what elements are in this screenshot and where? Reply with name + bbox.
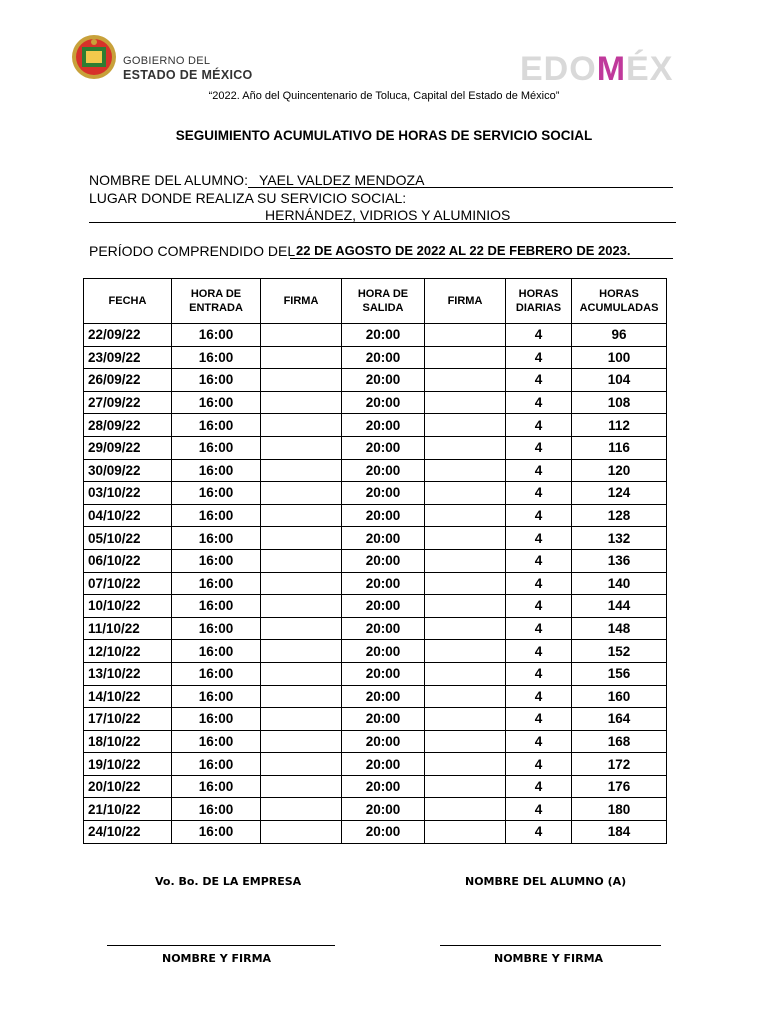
table-cell: 20:00 xyxy=(342,617,425,640)
student-signature-line xyxy=(440,945,661,946)
signature-cell xyxy=(425,595,506,618)
table-cell: 07/10/22 xyxy=(84,572,172,595)
table-row xyxy=(84,595,667,618)
table-cell: 16:00 xyxy=(172,595,261,618)
table-cell: 23/09/22 xyxy=(84,346,172,369)
table-cell: 10/10/22 xyxy=(84,595,172,618)
table-cell: 05/10/22 xyxy=(84,527,172,550)
table-cell: 20/10/22 xyxy=(84,775,172,798)
table-row xyxy=(84,414,667,437)
student-signature-title: NOMBRE DEL ALUMNO (A) xyxy=(465,875,627,888)
government-name xyxy=(123,54,253,82)
table-cell: 20:00 xyxy=(342,527,425,550)
table-cell: 16:00 xyxy=(172,436,261,459)
signature-cell xyxy=(425,730,506,753)
motto: “2022. Año del Quincentenario de Toluca, Capital del Estado de México” xyxy=(208,90,560,102)
signature-cell xyxy=(425,708,506,731)
table-cell: 24/10/22 xyxy=(84,821,172,844)
table-cell: 4 xyxy=(506,595,572,618)
table-row xyxy=(84,346,667,369)
table-cell: 16:00 xyxy=(172,753,261,776)
table-cell: 20:00 xyxy=(342,459,425,482)
table-body xyxy=(84,324,667,844)
table-cell: 12/10/22 xyxy=(84,640,172,663)
signature-cell xyxy=(261,346,342,369)
brand-part1: EDO xyxy=(520,50,597,88)
service-place-line xyxy=(89,222,676,223)
state-seal-logo xyxy=(70,33,118,86)
table-cell: 16:00 xyxy=(172,414,261,437)
table-cell: 20:00 xyxy=(342,708,425,731)
table-cell: 13/10/22 xyxy=(84,662,172,685)
table-cell: 20:00 xyxy=(342,730,425,753)
table-row xyxy=(84,459,667,482)
signature-cell xyxy=(425,414,506,437)
table-cell: 20:00 xyxy=(342,662,425,685)
column-header: FIRMA xyxy=(261,279,342,324)
signature-cell xyxy=(425,549,506,572)
signature-cell xyxy=(425,685,506,708)
column-header: HORA DE ENTRADA xyxy=(172,279,261,324)
signature-cell xyxy=(261,549,342,572)
table-cell: 20:00 xyxy=(342,549,425,572)
table-cell: 20:00 xyxy=(342,595,425,618)
signature-cell xyxy=(425,753,506,776)
table-cell: 4 xyxy=(506,798,572,821)
signature-cell xyxy=(261,685,342,708)
signature-cell xyxy=(425,775,506,798)
table-row xyxy=(84,640,667,663)
table-cell: 96 xyxy=(572,324,667,347)
document-title: SEGUIMIENTO ACUMULATIVO DE HORAS DE SERVICIO SOCIAL xyxy=(175,128,593,143)
table-cell: 4 xyxy=(506,730,572,753)
table-cell: 104 xyxy=(572,369,667,392)
table-row xyxy=(84,821,667,844)
service-place-label: LUGAR DONDE REALIZA SU SERVICIO SOCIAL: xyxy=(89,190,407,206)
signature-cell xyxy=(425,324,506,347)
table-cell: 152 xyxy=(572,640,667,663)
table-header-row xyxy=(84,279,667,324)
signature-cell xyxy=(425,821,506,844)
table-cell: 11/10/22 xyxy=(84,617,172,640)
table-cell: 4 xyxy=(506,436,572,459)
table-cell: 4 xyxy=(506,775,572,798)
table-row xyxy=(84,798,667,821)
table-cell: 136 xyxy=(572,549,667,572)
table-cell: 20:00 xyxy=(342,414,425,437)
signature-cell xyxy=(261,482,342,505)
company-signature-line xyxy=(107,945,335,946)
signature-cell xyxy=(261,662,342,685)
table-cell: 108 xyxy=(572,391,667,414)
table-cell: 16:00 xyxy=(172,482,261,505)
table-cell: 20:00 xyxy=(342,369,425,392)
table-cell: 100 xyxy=(572,346,667,369)
column-header: FIRMA xyxy=(425,279,506,324)
table-row xyxy=(84,572,667,595)
table-cell: 22/09/22 xyxy=(84,324,172,347)
table-cell: 20:00 xyxy=(342,436,425,459)
table-row xyxy=(84,730,667,753)
table-cell: 20:00 xyxy=(342,504,425,527)
signature-cell xyxy=(261,572,342,595)
signature-cell xyxy=(261,753,342,776)
service-place-value: HERNÁNDEZ, VIDRIOS Y ALUMINIOS xyxy=(265,207,511,223)
table-row xyxy=(84,708,667,731)
column-header: HORA DE SALIDA xyxy=(342,279,425,324)
column-header: HORAS DIARIAS xyxy=(506,279,572,324)
table-cell: 29/09/22 xyxy=(84,436,172,459)
signature-cell xyxy=(261,798,342,821)
table-row xyxy=(84,662,667,685)
table-cell: 20:00 xyxy=(342,640,425,663)
table-cell: 4 xyxy=(506,572,572,595)
signature-cell xyxy=(425,527,506,550)
table-cell: 20:00 xyxy=(342,798,425,821)
signature-cell xyxy=(261,821,342,844)
signature-cell xyxy=(425,436,506,459)
table-cell: 16:00 xyxy=(172,527,261,550)
student-signature-label: NOMBRE Y FIRMA xyxy=(494,952,604,965)
table-cell: 20:00 xyxy=(342,753,425,776)
table-cell: 26/09/22 xyxy=(84,369,172,392)
signature-cell xyxy=(261,527,342,550)
signature-cell xyxy=(425,798,506,821)
table-cell: 4 xyxy=(506,821,572,844)
table-cell: 20:00 xyxy=(342,482,425,505)
signature-cell xyxy=(261,414,342,437)
signature-cell xyxy=(261,640,342,663)
table-row xyxy=(84,685,667,708)
table-cell: 16:00 xyxy=(172,549,261,572)
table-cell: 20:00 xyxy=(342,391,425,414)
table-cell: 4 xyxy=(506,324,572,347)
gov-line2: ESTADO DE MÉXICO xyxy=(123,68,253,82)
table-cell: 16:00 xyxy=(172,640,261,663)
table-cell: 4 xyxy=(506,504,572,527)
table-cell: 03/10/22 xyxy=(84,482,172,505)
table-cell: 20:00 xyxy=(342,346,425,369)
table-cell: 184 xyxy=(572,821,667,844)
table-cell: 4 xyxy=(506,753,572,776)
table-cell: 164 xyxy=(572,708,667,731)
table-cell: 27/09/22 xyxy=(84,391,172,414)
table-row xyxy=(84,391,667,414)
period-value: 22 DE AGOSTO DE 2022 AL 22 DE FEBRERO DE 2023. xyxy=(296,243,631,258)
signature-cell xyxy=(261,324,342,347)
table-cell: 128 xyxy=(572,504,667,527)
table-cell: 4 xyxy=(506,527,572,550)
table-cell: 4 xyxy=(506,346,572,369)
table-cell: 132 xyxy=(572,527,667,550)
table-cell: 20:00 xyxy=(342,821,425,844)
table-cell: 16:00 xyxy=(172,346,261,369)
table-cell: 16:00 xyxy=(172,617,261,640)
table-cell: 14/10/22 xyxy=(84,685,172,708)
signature-cell xyxy=(425,504,506,527)
table-cell: 17/10/22 xyxy=(84,708,172,731)
table-cell: 16:00 xyxy=(172,459,261,482)
table-row xyxy=(84,324,667,347)
signature-cell xyxy=(425,482,506,505)
signature-cell xyxy=(261,459,342,482)
table-cell: 16:00 xyxy=(172,730,261,753)
table-cell: 16:00 xyxy=(172,504,261,527)
signature-cell xyxy=(261,436,342,459)
table-cell: 18/10/22 xyxy=(84,730,172,753)
table-cell: 4 xyxy=(506,662,572,685)
edomex-brand-logo xyxy=(520,50,673,89)
gov-line1: GOBIERNO DEL xyxy=(123,55,211,67)
company-signature-label: NOMBRE Y FIRMA xyxy=(162,952,272,965)
table-cell: 4 xyxy=(506,369,572,392)
table-cell: 20:00 xyxy=(342,324,425,347)
brand-part3: ÉX xyxy=(626,50,674,88)
table-cell: 172 xyxy=(572,753,667,776)
signature-cell xyxy=(261,775,342,798)
column-header: HORAS ACUMULADAS xyxy=(572,279,667,324)
table-cell: 20:00 xyxy=(342,572,425,595)
table-row xyxy=(84,436,667,459)
table-row xyxy=(84,369,667,392)
signature-cell xyxy=(425,346,506,369)
table-cell: 120 xyxy=(572,459,667,482)
hours-table xyxy=(83,278,667,844)
table-cell: 144 xyxy=(572,595,667,618)
table-cell: 140 xyxy=(572,572,667,595)
table-cell: 16:00 xyxy=(172,821,261,844)
signature-cell xyxy=(261,391,342,414)
table-cell: 4 xyxy=(506,617,572,640)
table-cell: 16:00 xyxy=(172,685,261,708)
signature-cell xyxy=(425,459,506,482)
table-cell: 160 xyxy=(572,685,667,708)
table-cell: 116 xyxy=(572,436,667,459)
signature-cell xyxy=(425,640,506,663)
table-row xyxy=(84,549,667,572)
table-cell: 4 xyxy=(506,414,572,437)
signature-cell xyxy=(425,369,506,392)
table-row xyxy=(84,775,667,798)
signature-cell xyxy=(425,572,506,595)
table-cell: 20:00 xyxy=(342,775,425,798)
table-cell: 156 xyxy=(572,662,667,685)
column-header: FECHA xyxy=(84,279,172,324)
signature-cell xyxy=(425,662,506,685)
table-cell: 16:00 xyxy=(172,572,261,595)
table-cell: 4 xyxy=(506,685,572,708)
table-cell: 4 xyxy=(506,482,572,505)
table-cell: 124 xyxy=(572,482,667,505)
signature-cell xyxy=(261,369,342,392)
table-cell: 4 xyxy=(506,708,572,731)
table-cell: 4 xyxy=(506,549,572,572)
table-cell: 16:00 xyxy=(172,369,261,392)
table-row xyxy=(84,527,667,550)
company-approval-title: Vo. Bo. DE LA EMPRESA xyxy=(155,875,302,888)
table-cell: 19/10/22 xyxy=(84,753,172,776)
table-cell: 30/09/22 xyxy=(84,459,172,482)
table-cell: 16:00 xyxy=(172,798,261,821)
table-cell: 16:00 xyxy=(172,391,261,414)
table-cell: 16:00 xyxy=(172,662,261,685)
table-cell: 16:00 xyxy=(172,708,261,731)
table-cell: 4 xyxy=(506,459,572,482)
table-cell: 4 xyxy=(506,640,572,663)
period-line xyxy=(290,258,673,259)
table-cell: 16:00 xyxy=(172,775,261,798)
table-cell: 168 xyxy=(572,730,667,753)
table-cell: 112 xyxy=(572,414,667,437)
period-label: PERÍODO COMPRENDIDO DEL xyxy=(89,243,296,259)
table-row xyxy=(84,617,667,640)
signature-cell xyxy=(261,730,342,753)
signature-cell xyxy=(425,617,506,640)
brand-part2: M xyxy=(596,50,627,88)
table-cell: 21/10/22 xyxy=(84,798,172,821)
table-cell: 04/10/22 xyxy=(84,504,172,527)
table-cell: 06/10/22 xyxy=(84,549,172,572)
table-cell: 180 xyxy=(572,798,667,821)
signature-cell xyxy=(261,595,342,618)
table-cell: 16:00 xyxy=(172,324,261,347)
table-cell: 28/09/22 xyxy=(84,414,172,437)
signature-cell xyxy=(261,708,342,731)
table-row xyxy=(84,504,667,527)
student-name-value: YAEL VALDEZ MENDOZA xyxy=(259,172,425,188)
table-row xyxy=(84,753,667,776)
table-cell: 176 xyxy=(572,775,667,798)
table-cell: 20:00 xyxy=(342,685,425,708)
student-name-label: NOMBRE DEL ALUMNO: xyxy=(89,172,248,188)
table-cell: 4 xyxy=(506,391,572,414)
table-row xyxy=(84,482,667,505)
signature-cell xyxy=(261,504,342,527)
table-cell: 148 xyxy=(572,617,667,640)
signature-cell xyxy=(425,391,506,414)
signature-cell xyxy=(261,617,342,640)
